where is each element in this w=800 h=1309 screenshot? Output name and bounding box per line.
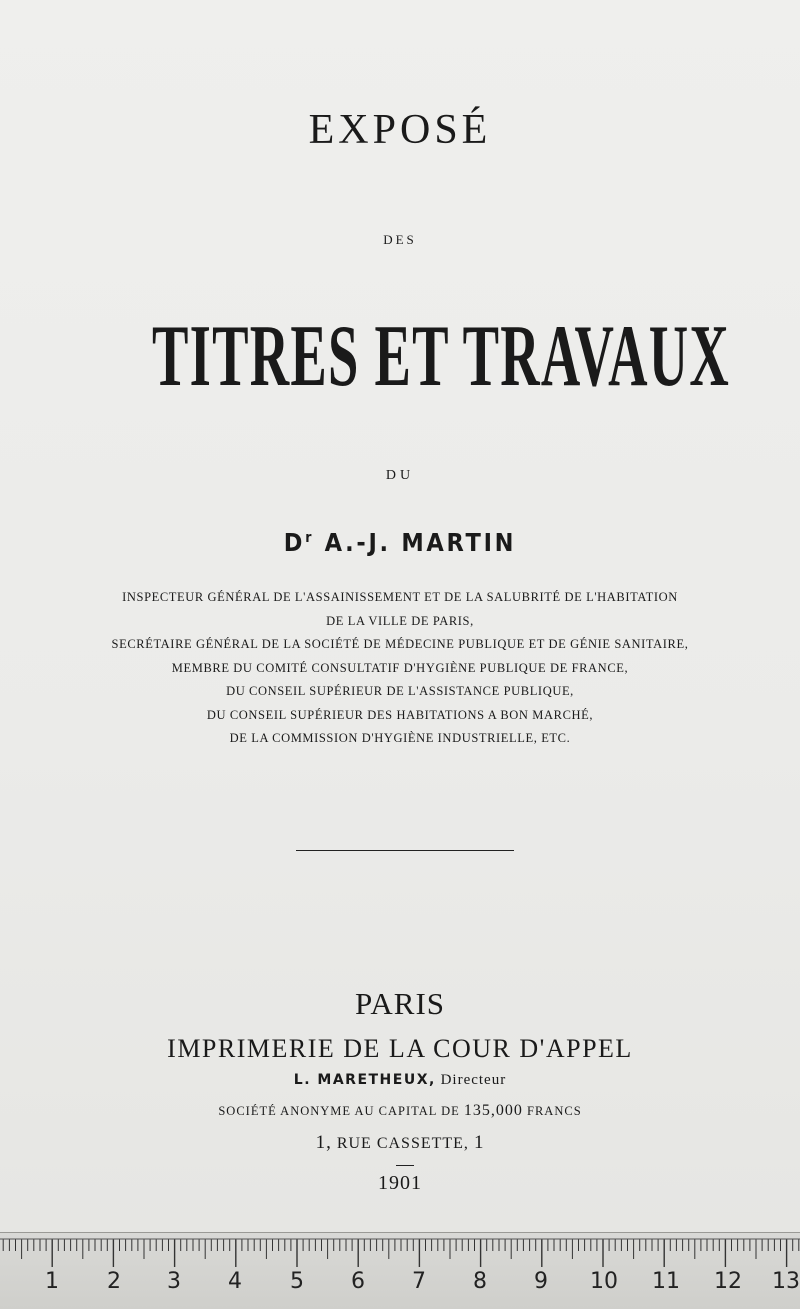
author-prefix: D bbox=[283, 528, 306, 557]
director-role: Directeur bbox=[440, 1072, 507, 1088]
publication-city: PARIS bbox=[354, 986, 446, 1021]
company-prefix: SOCIÉTÉ ANONYME AU CAPITAL DE bbox=[218, 1104, 460, 1118]
printer-name: IMPRIMERIE DE LA COUR D'APPEL bbox=[167, 1034, 633, 1063]
company-capital: 135,000 bbox=[463, 1102, 523, 1119]
ruler-number: 3 bbox=[167, 1269, 181, 1294]
ruler-number: 7 bbox=[412, 1269, 426, 1294]
ruler-number: 13 bbox=[772, 1269, 800, 1294]
ruler-number: 8 bbox=[473, 1269, 487, 1294]
ruler-number: 11 bbox=[652, 1269, 680, 1294]
measuring-ruler bbox=[0, 1232, 800, 1309]
author-title-line: DE LA COMMISSION D'HYGIÈNE INDUSTRIELLE, ETC. bbox=[229, 731, 571, 745]
ruler-number: 9 bbox=[534, 1269, 548, 1294]
connector-des: DES bbox=[383, 232, 417, 247]
year-rule bbox=[396, 1165, 414, 1166]
publication-year: 1901 bbox=[378, 1172, 422, 1194]
ruler-number: 4 bbox=[228, 1269, 242, 1294]
ruler-number: 5 bbox=[290, 1269, 304, 1294]
connector-du: DU bbox=[385, 468, 415, 483]
ruler-number: 10 bbox=[590, 1269, 618, 1294]
author-prefix-sup: r bbox=[305, 530, 315, 546]
heading-expose: EXPOSÉ bbox=[308, 107, 492, 153]
address-line bbox=[0, 1132, 800, 1154]
author-title-line: INSPECTEUR GÉNÉRAL DE L'ASSAINISSEMENT ET DE LA SALUBRITÉ DE L'HABITATION bbox=[122, 590, 678, 604]
author-line bbox=[40, 528, 760, 557]
ruler-number: 1 bbox=[45, 1269, 59, 1294]
author-title-line: DE LA VILLE DE PARIS, bbox=[326, 613, 474, 628]
author-title-line: DU CONSEIL SUPÉRIEUR DES HABITATIONS A BON MARCHÉ, bbox=[206, 707, 594, 722]
director-line bbox=[0, 1072, 800, 1089]
director-name: L. MARETHEUX, bbox=[293, 1072, 436, 1088]
author-titles bbox=[0, 586, 800, 751]
ruler-number: 12 bbox=[714, 1269, 742, 1294]
ruler-number: 2 bbox=[107, 1269, 121, 1294]
author-title-line: MEMBRE DU COMITÉ CONSULTATIF D'HYGIÈNE PUBLIQUE DE FRANCE, bbox=[171, 660, 629, 675]
author-name: A.-J. MARTIN bbox=[324, 528, 517, 557]
author-title-line: SECRÉTAIRE GÉNÉRAL DE LA SOCIÉTÉ DE MÉDECINE PUBLIQUE ET DE GÉNIE SANITAIRE, bbox=[111, 637, 689, 651]
company-line bbox=[0, 1102, 800, 1120]
address-street: RUE CASSETTE, bbox=[336, 1135, 469, 1152]
ruler-number: 6 bbox=[351, 1269, 365, 1294]
divider-rule bbox=[296, 850, 514, 851]
address-number-1: 1, bbox=[315, 1132, 332, 1153]
main-title: TITRES ET TRAVAUX bbox=[152, 308, 731, 405]
address-number-2: 1 bbox=[473, 1132, 485, 1153]
company-suffix: FRANCS bbox=[527, 1104, 582, 1118]
author-title-line: DU CONSEIL SUPÉRIEUR DE L'ASSISTANCE PUBLIQUE, bbox=[226, 684, 574, 698]
